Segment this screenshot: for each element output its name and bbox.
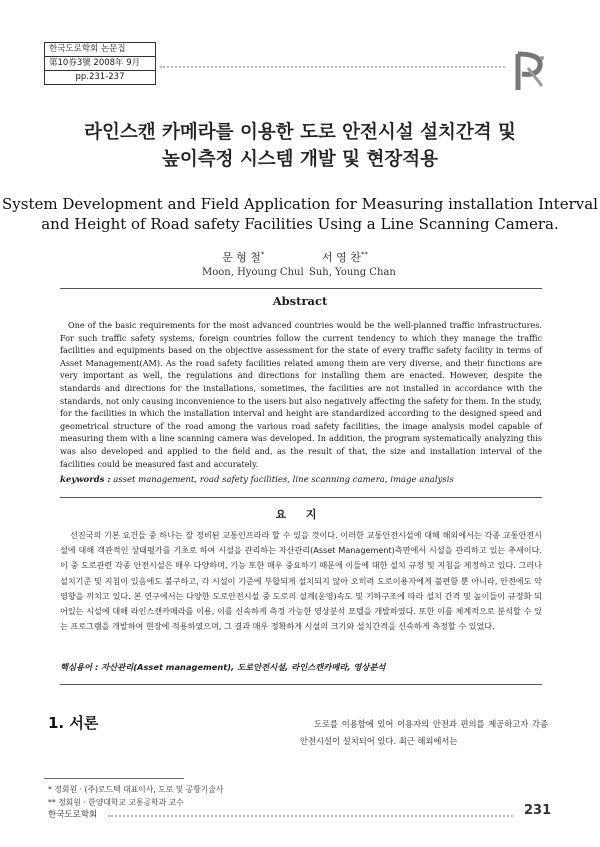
summary-keywords	[60, 661, 542, 673]
header-dotted-rule	[160, 66, 505, 68]
author-2-ko: 서 영 찬**	[322, 250, 368, 264]
author-1-en: Moon, Hyoung Chul	[202, 267, 304, 278]
title-en-line1: System Development and Field Application for Measuring installation Interval	[2, 195, 598, 213]
footnote-1: * 정회원 · (주)로드텍 대표이사, 도로 및 공항기술사	[48, 785, 224, 794]
summary-keywords-list: 자산관리(Asset management), 도로안전시설, 라인스캔카메라, 영상분석	[101, 662, 386, 672]
keywords-label: keywords :	[60, 475, 111, 485]
author-1-ko: 문 형 철*	[222, 250, 265, 264]
summary-top-rule	[60, 497, 542, 498]
keywords-list: asset management, road safety facilities, line scanning camera, image analysis	[113, 475, 454, 485]
footnote-2: ** 정회원 · 한양대학교 교통공학과 교수	[48, 798, 184, 807]
intro-text: 도로를 이용함에 있어 이용자의 안전과 편의를 제공하고자 각종 안전시설이 설치되어 있다. 최근 해외에서는	[300, 719, 548, 746]
footnote-rule	[44, 778, 184, 779]
footer-society: 한국도로학회	[48, 810, 98, 820]
summary-bottom-rule	[60, 684, 542, 685]
intro-heading: 1. 서론	[48, 714, 99, 732]
society-logo-icon	[512, 48, 548, 92]
abstract-text: One of the basic requirements for the most advanced countries would be the well-planned traffic infrastructures. For such traffic safety systems, foreign countries follow the current tendency to which they manage the traffic facilities and equipments based on the objective assessment for the state of every traffic safety facility in terms of Asset Management(AM). As the road safety facilities related among them are very diverse, and their functions are very important as well, the regulations and directions for installing them are enacted. However, despite the standards and directions for the installations, sometimes, the facilities are not installed in accordance with the standards, not only causing inconvenience to the users but also negatively affecting the safety for them. In the study, for the facilities in which the installation interval and height are standardized according to the designed speed and geometrical structure of the road among the various road safety facilities, the image analysis model capable of measuring them with a line scanning camera was developed. In addition, the program systematically analyzing this was also developed and applied to the field and, as the result of that, the size and installation interval of the facilities could be measured fast and accurately.	[60, 320, 542, 469]
summary-keywords-label: 핵심용어 :	[60, 662, 99, 672]
title-ko-line1: 라인스캔 카메라를 이용한 도로 안전시설 설치간격 및	[84, 122, 516, 143]
author-2-en: Suh, Young Chan	[309, 267, 396, 278]
footer-dotted-rule	[108, 815, 513, 817]
journal-pages: pp.231-237	[75, 72, 125, 82]
title-ko-line2: 높이측정 시스템 개발 및 현장적용	[162, 149, 438, 170]
journal-volume: 第10券3號 2008年 9月	[45, 57, 155, 71]
abstract-keywords	[60, 475, 542, 485]
summary-heading: 요 지	[275, 508, 325, 521]
summary-text: 선진국의 기본 요건들 중 하나는 잘 정비된 교통인프라라 할 수 있을 것이다. 이러한 교통안전시설에 대해 해외에서는 각종 교통안전시설에 대해 객관적인 상태평가를 기초로 하여 시설을 관리하는 자산관리(Asset Management)측면에서 시설을 관리하고 있는 추세이다. 이 중 도로관련 각종 안전시설은 매우 다양하며, 기능 또한 매우 중요하기 때문에 이들에 대한 설치 규정 및 지침을 제정하고 있다. 그러나 설치기준 및 지침이 있음에도 불구하고, 각 시설이 기준에 부합되게 설치되지 않아 오히려 도로이용자에게 불편함 뿐 아니라, 안전에도 악영향을 끼치고 있다. 본 연구에서는 다양한 도로안전시설 중 도로의 설계(운영)속도 및 기하구조에 따라 설치 간격 및 높이들이 규정화 되어있는 시설에 대해 라인스캔카메라를 이용, 이를 신속하게 측정 가능한 영상분석 모델을 개발하였다. 또한 이를 체계적으로 분석할 수 있는 프로그램을 개발하여 현장에 적용하였으며, 그 결과 매우 정확하게 시설의 크기와 설치간격을 신속하게 측정할 수 있었다.	[60, 530, 542, 632]
journal-name: 한국도로학회 논문집	[45, 43, 155, 57]
abstract-top-rule	[60, 288, 542, 289]
page-number: 231	[524, 803, 552, 818]
title-en-line2: and Height of Road safety Facilities Using a Line Scanning Camera.	[41, 215, 559, 233]
abstract-heading: Abstract	[272, 294, 328, 308]
journal-info-box	[44, 42, 156, 85]
